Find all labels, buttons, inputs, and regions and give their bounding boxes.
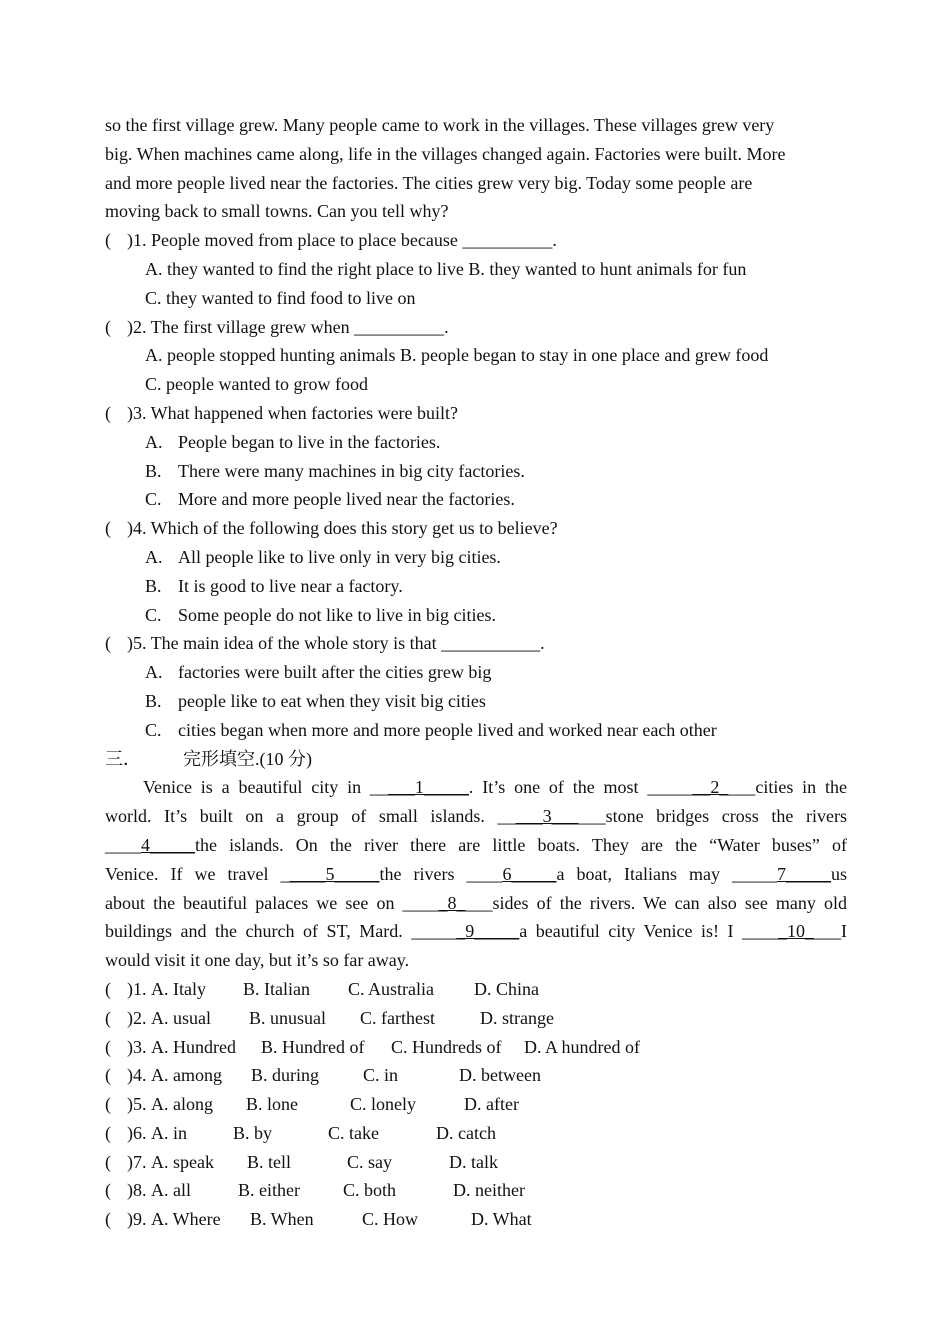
cloze-questions	[105, 975, 847, 1234]
answer-paren[interactable]: (	[105, 1122, 111, 1143]
cloze-blank[interactable]: ___1_____	[387, 777, 469, 798]
option-text: factories were built after the cities grew big	[178, 662, 492, 683]
cloze-blank[interactable]: __2_	[692, 777, 729, 798]
option-a[interactable]: A. all	[151, 1180, 191, 1201]
option-d[interactable]: D. What	[471, 1209, 532, 1230]
question-option	[105, 572, 847, 601]
option-c[interactable]: C. lonely	[350, 1094, 416, 1115]
option-c[interactable]: C. Hundreds of	[391, 1036, 502, 1057]
cloze-line: world. It’s built on a group of small islands. _____3______stone bridges cross the rivers	[105, 806, 847, 827]
section-number: 三．	[105, 748, 141, 769]
reading-passage	[105, 111, 847, 226]
option-d[interactable]: D. neither	[453, 1180, 525, 1201]
cloze-blank[interactable]: 4_____	[141, 834, 195, 855]
option-a[interactable]: A. Where	[151, 1209, 221, 1230]
option-text: Some people do not like to live in big cities.	[178, 604, 496, 625]
option-d[interactable]: D. A hundred of	[524, 1036, 640, 1057]
answer-paren[interactable]: (	[105, 1151, 111, 1172]
cloze-line: Venice is a beautiful city in _____1_____. It’s one of the most _______2____cities in the	[143, 777, 847, 798]
option-letter: B.	[145, 460, 162, 481]
cloze-line: would visit it one day, but it’s so far away.	[105, 950, 410, 971]
option-text: More and more people lived near the factories.	[178, 489, 515, 510]
question-option: C. they wanted to find food to live on	[145, 287, 416, 308]
option-c[interactable]: C. in	[363, 1065, 399, 1086]
option-c[interactable]: C. take	[328, 1122, 379, 1143]
document-page	[105, 111, 847, 1234]
option-d[interactable]: D. China	[474, 978, 539, 999]
cloze-line: about the beautiful palaces we see on _____8____sides of the rivers. We can also see many old	[105, 892, 848, 913]
passage-line: big. When machines came along, life in the villages changed again. Factories were built. More	[105, 143, 786, 164]
question-option	[105, 457, 847, 486]
question-option	[105, 601, 847, 630]
passage-line: so the first village grew. Many people came to work in the villages. These villages grew very	[105, 115, 775, 135]
cloze-blank[interactable]: _8_	[438, 892, 466, 913]
option-d[interactable]: D. catch	[436, 1122, 496, 1143]
passage-line: moving back to small towns. Can you tell why?	[105, 201, 449, 222]
answer-paren[interactable]: (	[105, 633, 111, 654]
option-b[interactable]: B. Hundred of	[261, 1036, 365, 1057]
question-stem	[105, 629, 847, 658]
option-letter: A.	[145, 546, 163, 567]
answer-paren[interactable]: (	[105, 518, 111, 539]
question-text: )2. The first village grew when __________.	[127, 316, 449, 337]
reading-questions	[105, 226, 847, 744]
question-stem	[105, 399, 847, 428]
option-text: It is good to live near a factory.	[178, 575, 403, 596]
option-a[interactable]: A. among	[151, 1065, 222, 1086]
option-text: cities began when more and more people lived and worked near each other	[178, 719, 717, 740]
question-text: )5. The main idea of the whole story is that ___________.	[127, 633, 545, 654]
cloze-question: ( )8. A. all B. either C. both D. neither	[105, 1176, 847, 1205]
cloze-line: buildings and the church of ST, Mard. ______9_____a beautiful city Venice is! I _____10____I	[105, 921, 847, 942]
option-a[interactable]: A. in	[151, 1122, 187, 1143]
option-a[interactable]: A. along	[151, 1094, 213, 1115]
option-a[interactable]: A. Hundred	[151, 1036, 236, 1057]
answer-paren[interactable]: (	[105, 1180, 111, 1201]
option-b[interactable]: B. during	[251, 1065, 320, 1086]
question-stem	[105, 514, 847, 543]
cloze-question: ( )9. A. Where B. When C. How D. What	[105, 1205, 847, 1234]
answer-paren[interactable]: (	[105, 402, 111, 423]
answer-paren[interactable]: (	[105, 1036, 111, 1057]
option-d[interactable]: D. talk	[449, 1151, 498, 1172]
cloze-blank[interactable]: _10_	[778, 921, 814, 942]
answer-paren[interactable]: (	[105, 1209, 111, 1230]
option-c[interactable]: C. How	[362, 1209, 419, 1230]
option-b[interactable]: B. lone	[246, 1094, 298, 1115]
option-c[interactable]: C. farthest	[360, 1007, 435, 1028]
answer-paren[interactable]: (	[105, 1007, 111, 1028]
option-b[interactable]: B. either	[238, 1180, 300, 1201]
cloze-blank[interactable]: _9_____	[456, 921, 520, 942]
option-b[interactable]: B. When	[250, 1209, 314, 1230]
cloze-question: ( )2. A. usual B. unusual C. farthest D. strange	[105, 1004, 847, 1033]
question-option	[105, 485, 847, 514]
answer-paren[interactable]: (	[105, 1065, 111, 1086]
question-option	[105, 658, 847, 687]
option-letter: C.	[145, 604, 162, 625]
question-stem	[105, 226, 847, 255]
question-text: )1. People moved from place to place because __________.	[127, 230, 557, 251]
question-option	[105, 687, 847, 716]
cloze-blank[interactable]: ___3___	[515, 806, 579, 827]
cloze-question: ( )5. A. along B. lone C. lonely D. after	[105, 1090, 847, 1119]
cloze-blank[interactable]: 6_____	[502, 863, 557, 884]
option-c[interactable]: C. both	[343, 1180, 397, 1201]
option-b[interactable]: B. tell	[247, 1151, 291, 1172]
question-option	[105, 543, 847, 572]
option-letter: C.	[145, 719, 162, 740]
option-c[interactable]: C. Australia	[348, 978, 434, 999]
option-c[interactable]: C. say	[347, 1151, 392, 1172]
cloze-blank[interactable]: 7_____	[776, 863, 831, 884]
option-letter: B.	[145, 575, 162, 596]
question-option: A. people stopped hunting animals B. people began to stay in one place and grew food	[145, 345, 769, 366]
question-stem	[105, 313, 847, 342]
option-a[interactable]: A. speak	[151, 1151, 214, 1172]
option-a[interactable]: A. Italy	[151, 978, 206, 999]
cloze-passage	[105, 773, 847, 975]
option-d[interactable]: D. strange	[480, 1007, 554, 1028]
option-b[interactable]: B. unusual	[249, 1007, 327, 1028]
option-b[interactable]: B. by	[233, 1122, 273, 1143]
cloze-question: ( )4. A. among B. during C. in D. between	[105, 1061, 847, 1090]
question-option	[105, 428, 847, 457]
answer-paren[interactable]: (	[105, 1094, 111, 1115]
question-text: )3. What happened when factories were built?	[127, 402, 459, 423]
option-letter: A.	[145, 662, 163, 683]
section-title: 完形填空.(10 分)	[183, 748, 312, 769]
cloze-line: ____4_____the islands. On the river there are little boats. They are the “Water buses” of	[105, 834, 847, 855]
section-heading	[105, 745, 847, 774]
cloze-blank[interactable]: ____5_____	[289, 863, 380, 884]
option-d[interactable]: D. between	[459, 1065, 541, 1086]
cloze-question: ( )7. A. speak B. tell C. say D. talk	[105, 1148, 847, 1177]
answer-paren[interactable]: (	[105, 230, 111, 251]
option-letter: C.	[145, 489, 162, 510]
cloze-question: ( )6. A. in B. by C. take D. catch	[105, 1119, 847, 1148]
question-text: )4. Which of the following does this story get us to believe?	[127, 518, 558, 539]
cloze-question: ( )3. A. Hundred B. Hundred of C. Hundreds of D. A hundred of	[105, 1033, 847, 1062]
question-option: C. people wanted to grow food	[145, 374, 368, 395]
question-option: A. they wanted to find the right place to live B. they wanted to hunt animals for fun	[145, 258, 747, 279]
option-letter: A.	[145, 431, 163, 452]
option-text: All people like to live only in very big cities.	[178, 546, 501, 567]
question-option	[105, 716, 847, 745]
option-d[interactable]: D. after	[464, 1094, 519, 1115]
answer-paren[interactable]: (	[105, 316, 111, 337]
option-text: people like to eat when they visit big cities	[178, 690, 486, 711]
cloze-question: ( )1. A. Italy B. Italian C. Australia D. China	[105, 975, 847, 1004]
cloze-line: Venice. If we travel _____5_____the rivers ____6_____a boat, Italians may _____7_____us	[105, 863, 847, 884]
option-text: People began to live in the factories.	[178, 431, 441, 452]
option-letter: B.	[145, 690, 162, 711]
answer-paren[interactable]: (	[105, 978, 111, 999]
option-b[interactable]: B. Italian	[243, 978, 310, 999]
option-text: There were many machines in big city factories.	[178, 460, 525, 481]
option-a[interactable]: A. usual	[151, 1007, 211, 1028]
passage-line: and more people lived near the factories. The cities grew very big. Today some people are	[105, 172, 753, 193]
